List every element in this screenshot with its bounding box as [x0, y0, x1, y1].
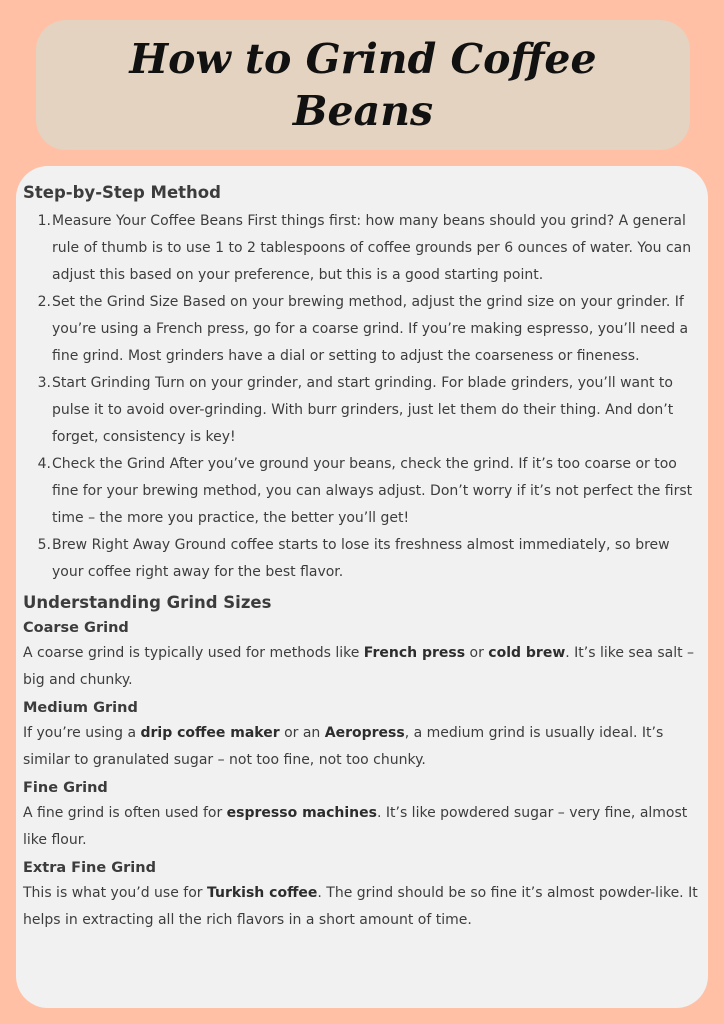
step-number: 5. — [37, 537, 51, 553]
medium-heading: Medium Grind — [23, 700, 138, 716]
grind-sizes-heading: Understanding Grind Sizes — [23, 593, 272, 612]
coarse-heading: Coarse Grind — [23, 620, 129, 636]
fine-heading: Fine Grind — [23, 780, 108, 796]
page-title: How to Grind Coffee Beans — [129, 35, 597, 135]
step-text: Brew Right Away Ground coffee starts to lose its freshness almost immediately, so brew your coffee right away for the best flavor. — [52, 537, 670, 580]
bold-term: cold brew — [488, 645, 566, 661]
step-number: 4. — [37, 456, 51, 472]
step-text: Check the Grind After you’ve ground your beans, check the grind. If it’s too coarse or too fine for your brewing method, you can always adjust. Don’t worry if it’s not perfect the first time – the more you practice, the better you’ll get! — [52, 456, 693, 526]
content-panel — [16, 166, 708, 1008]
medium-paragraph: If you’re using a drip coffee maker or an Aeropress, a medium grind is usually ideal. It’s similar to granulated sugar – not too fine, not too chunky. — [23, 725, 664, 768]
list-item — [23, 532, 700, 586]
extra-fine-heading: Extra Fine Grind — [23, 860, 156, 876]
method-heading: Step-by-Step Method — [23, 183, 221, 202]
list-item — [23, 370, 700, 451]
step-number: 1. — [37, 213, 51, 229]
bold-term: Turkish coffee — [206, 885, 318, 901]
bold-term: espresso machines — [226, 805, 377, 821]
fine-paragraph: A fine grind is often used for espresso machines. It’s like powdered sugar – very fine, almost like flour. — [23, 805, 688, 848]
step-text: Measure Your Coffee Beans First things first: how many beans should you grind? A general rule of thumb is to use 1 to 2 tablespoons of coffee grounds per 6 ounces of water. You can adjust this based on your preference, but this is a good starting point. — [52, 213, 692, 283]
bold-term: French press — [363, 645, 466, 661]
extra-fine-paragraph: This is what you’d use for Turkish coffee. The grind should be so fine it’s almost powder-like. It helps in extracting all the rich flavors in a short amount of time. — [23, 885, 698, 928]
step-number: 3. — [37, 375, 51, 391]
step-text: Set the Grind Size Based on your brewing method, adjust the grind size on your grinder. If you’re using a French press, go for a coarse grind. If you’re making espresso, you’ll need a fine grind. Most grinders have a dial or setting to adjust the coarseness or fineness. — [52, 294, 689, 364]
steps-list — [23, 208, 700, 586]
list-item — [23, 289, 700, 370]
list-item — [23, 208, 700, 289]
list-item — [23, 451, 700, 532]
step-text: Start Grinding Turn on your grinder, and start grinding. For blade grinders, you’ll want to pulse it to avoid over-grinding. With burr grinders, just let them do their thing. And don’t forget, consistency is key! — [52, 375, 674, 445]
bold-term: Aeropress — [324, 725, 405, 741]
bold-term: drip coffee maker — [140, 725, 280, 741]
title-banner — [36, 20, 690, 150]
coarse-paragraph: A coarse grind is typically used for methods like French press or cold brew. It’s like sea salt – big and chunky. — [23, 645, 695, 688]
step-number: 2. — [37, 294, 51, 310]
